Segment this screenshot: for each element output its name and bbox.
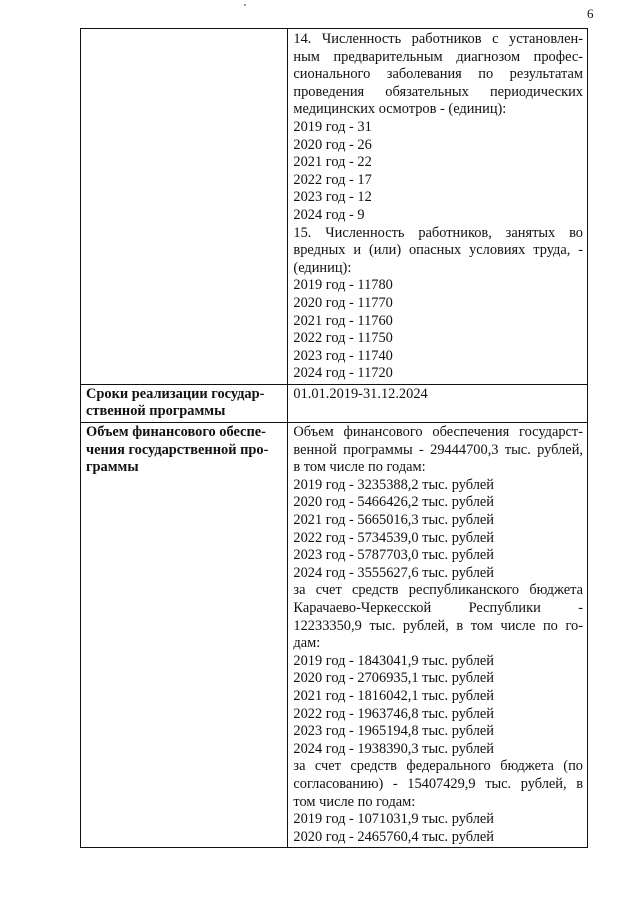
table-row-indicators [81,29,588,385]
page-number: 6 [587,6,594,21]
item14-year: 2022 год - 17 [293,171,372,188]
total-year: 2020 год - 5466426,2 тыс. рублей [293,494,494,511]
federal-year: 2020 год - 2465760,4 тыс. рублей [293,828,494,845]
item15-year: 2023 год - 11740 [293,347,393,364]
total-year: 2022 год - 5734539,0 тыс. рублей [293,529,494,546]
table-row-period [81,384,588,422]
item15-year: 2021 год - 11760 [293,312,393,329]
funding-label-line: Объем финансового обеспе- [86,424,266,441]
total-year: 2024 год - 3555627,6 тыс. рублей [293,564,494,581]
regional-year: 2023 год - 1965194,8 тыс. рублей [293,723,494,740]
item14-line: ным предварительным диагнозом профес- [293,48,583,65]
regional-line: 12233350,9 тыс. рублей, в том числе по го- [293,617,583,634]
item14-year: 2021 год - 22 [293,154,372,171]
regional-year: 2019 год - 1843041,9 тыс. рублей [293,652,494,669]
item15-line: (единиц): [293,259,352,276]
item14-year: 2020 год - 26 [293,136,372,153]
regional-line: дам: [293,635,321,652]
item14-year: 2019 год - 31 [293,118,372,135]
regional-year: 2020 год - 2706935,1 тыс. рублей [293,670,494,687]
item15-year: 2020 год - 11770 [293,294,393,311]
empty-label-cell [81,29,288,385]
funding-intro-line: венной программы - 29444700,3 тыс. рублей, [293,441,583,458]
scan-speck [244,4,246,6]
item15-line: вредных и (или) опасных условиях труда, - [293,242,583,259]
regional-year: 2022 год - 1963746,8 тыс. рублей [293,705,494,722]
period-value-cell [288,384,588,422]
item14-year: 2024 год - 9 [293,206,365,223]
federal-line: за счет средств федерального бюджета (по [293,758,583,775]
funding-intro-line: в том числе по годам: [293,459,426,476]
period-value: 01.01.2019-31.12.2024 [293,385,428,402]
item14-line: проведения обязательных периодических [293,83,583,100]
regional-line: Карачаево-Черкесской Республики - [293,600,583,616]
funding-label-line: чения государственной про- [86,441,269,458]
federal-year: 2019 год - 1071031,9 тыс. рублей [293,811,494,828]
indicators-cell [288,29,588,385]
table-row-funding [81,423,588,848]
item14-line: 14. Численность работников с установлен- [293,31,583,47]
funding-label-cell [81,423,288,848]
total-year: 2019 год - 3235388,2 тыс. рублей [293,476,494,493]
regional-line: за счет средств республиканского бюджета [293,582,583,599]
item15-year: 2024 год - 11720 [293,365,393,382]
item15-line: 15. Численность работников, занятых во [293,224,583,241]
program-passport-table [80,28,588,848]
period-label-line: ственной программы [86,403,226,420]
funding-value-cell [288,423,588,848]
regional-year: 2024 год - 1938390,3 тыс. рублей [293,740,494,757]
item15-year: 2022 год - 11750 [293,330,393,347]
federal-line: том числе по годам: [293,793,416,810]
federal-line: согласованию) - 15407429,9 тыс. рублей, в [293,775,583,792]
funding-intro-line: Объем финансового обеспечения государст- [293,424,583,441]
item15-year: 2019 год - 11780 [293,277,393,294]
item14-line: сионального заболевания по результатам [293,66,583,83]
item14-line: медицинских осмотров - (единиц): [293,101,507,118]
period-label-line: Сроки реализации государ- [86,385,265,402]
total-year: 2021 год - 5665016,3 тыс. рублей [293,512,494,529]
period-label-cell [81,384,288,422]
total-year: 2023 год - 5787703,0 тыс. рублей [293,547,494,564]
regional-year: 2021 год - 1816042,1 тыс. рублей [293,687,494,704]
item14-year: 2023 год - 12 [293,189,372,206]
funding-label-line: граммы [86,459,139,476]
